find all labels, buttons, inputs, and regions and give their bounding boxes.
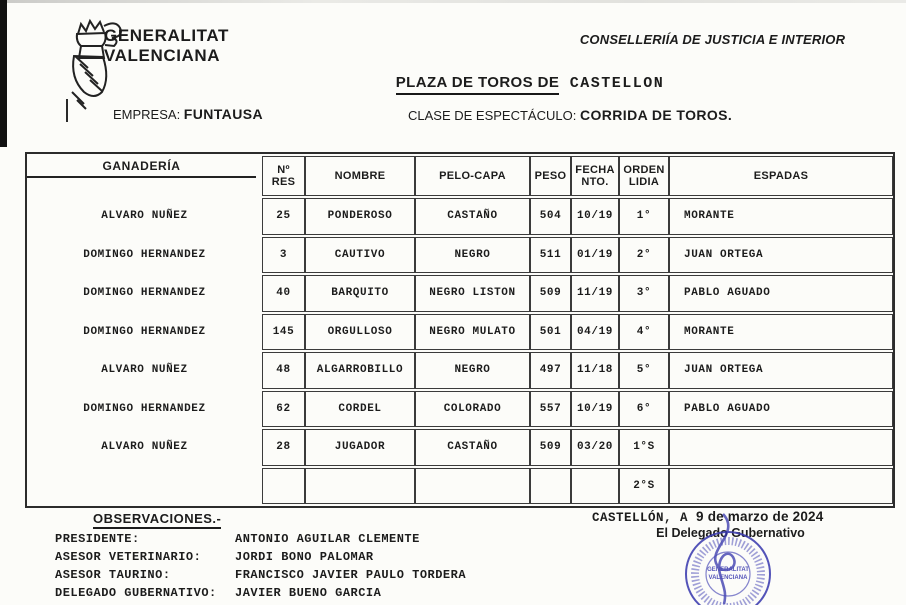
- official-row: [55, 566, 466, 584]
- cell-espadas: PABLO AGUADO: [669, 391, 893, 428]
- col-header-espadas: ESPADAS: [669, 156, 893, 196]
- cell-peso: 511: [530, 237, 571, 274]
- cell-num-res: [262, 468, 305, 505]
- empresa-label: EMPRESA:: [113, 107, 184, 122]
- cell-fecha-nto: 10/19: [571, 391, 619, 428]
- cell-peso: 504: [530, 198, 571, 235]
- cell-peso: 497: [530, 352, 571, 389]
- bulls-table: [25, 152, 895, 508]
- document-title: [320, 74, 740, 92]
- cell-num-res: 62: [262, 391, 305, 428]
- cell-pelo-capa: CASTAÑO: [415, 198, 530, 235]
- bull-row: [27, 391, 893, 428]
- cell-nombre: BARQUITO: [305, 275, 415, 312]
- cell-pelo-capa: COLORADO: [415, 391, 530, 428]
- col-header-peso: PESO: [530, 156, 571, 196]
- cell-espadas: MORANTE: [669, 314, 893, 351]
- cell-nombre: CAUTIVO: [305, 237, 415, 274]
- official-name: JAVIER BUENO GARCIA: [235, 586, 382, 600]
- stamp-icon: [666, 512, 792, 605]
- col-header-fecha-nto: FECHA NTO.: [571, 156, 619, 196]
- official-stamp: [666, 512, 792, 605]
- clase-label: CLASE DE ESPECTÁCULO:: [408, 108, 580, 123]
- stamp-text-line1: GENERALITAT: [707, 567, 749, 573]
- signatory-title: El Delegado Gubernativo: [656, 526, 805, 540]
- cell-orden-lidia: 6°: [619, 391, 669, 428]
- cell-espadas: [669, 468, 893, 505]
- bull-row: [27, 275, 893, 312]
- cell-orden-lidia: 2°S: [619, 468, 669, 505]
- bull-row: [27, 468, 893, 505]
- cell-peso: 501: [530, 314, 571, 351]
- cell-pelo-capa: NEGRO: [415, 352, 530, 389]
- bull-row: [27, 314, 893, 351]
- title-prefix: PLAZA DE TOROS DE: [396, 74, 559, 95]
- cell-nombre: PONDEROSO: [305, 198, 415, 235]
- cell-orden-lidia: 2°: [619, 237, 669, 274]
- org-name-line2: VALENCIANA: [104, 46, 221, 65]
- official-name: JORDI BONO PALOMAR: [235, 550, 374, 564]
- official-row: [55, 584, 466, 602]
- cell-ganaderia: DOMINGO HERNANDEZ: [83, 248, 206, 261]
- bull-row: [27, 198, 893, 235]
- officials-list: [55, 530, 466, 602]
- signature-stroke: [715, 514, 734, 604]
- cell-num-res: 25: [262, 198, 305, 235]
- bull-row: [27, 429, 893, 466]
- cell-num-res: 28: [262, 429, 305, 466]
- cell-fecha-nto: 10/19: [571, 198, 619, 235]
- clase-line: [408, 107, 732, 123]
- cell-pelo-capa: CASTAÑO: [415, 429, 530, 466]
- col-header-orden-lidia: ORDEN LIDIA: [619, 156, 669, 196]
- cell-num-res: 3: [262, 237, 305, 274]
- cell-espadas: PABLO AGUADO: [669, 275, 893, 312]
- cell-espadas: JUAN ORTEGA: [669, 352, 893, 389]
- cell-nombre: ALGARROBILLO: [305, 352, 415, 389]
- observaciones-label: OBSERVACIONES.-: [93, 511, 221, 529]
- cell-ganaderia: ALVARO NUÑEZ: [101, 364, 188, 377]
- cell-ganaderia: ALVARO NUÑEZ: [101, 210, 188, 223]
- cell-ganaderia: DOMINGO HERNANDEZ: [83, 402, 206, 415]
- col-header-nombre: NOMBRE: [305, 156, 415, 196]
- cell-espadas: MORANTE: [669, 198, 893, 235]
- cell-peso: 509: [530, 429, 571, 466]
- cell-nombre: JUGADOR: [305, 429, 415, 466]
- cell-nombre: CORDEL: [305, 391, 415, 428]
- official-row: [55, 548, 466, 566]
- cell-ganaderia: DOMINGO HERNANDEZ: [83, 287, 206, 300]
- cell-pelo-capa: NEGRO MULATO: [415, 314, 530, 351]
- cell-fecha-nto: 04/19: [571, 314, 619, 351]
- cell-fecha-nto: 11/18: [571, 352, 619, 389]
- official-role: DELEGADO GUBERNATIVO:: [55, 586, 217, 600]
- cell-num-res: 40: [262, 275, 305, 312]
- cell-fecha-nto: 01/19: [571, 237, 619, 274]
- empresa-line: [113, 106, 263, 122]
- org-name-line1: GENERALITAT: [104, 26, 229, 45]
- table-header-row: [27, 156, 893, 196]
- department-title: CONSELLERIÍA DE JUSTICIA E INTERIOR: [579, 32, 846, 47]
- scan-edge-strip: [0, 0, 7, 147]
- official-name: FRANCISCO JAVIER PAULO TORDERA: [235, 568, 467, 582]
- cell-orden-lidia: 3°: [619, 275, 669, 312]
- official-role: ASESOR TAURINO:: [55, 568, 171, 582]
- cell-nombre: ORGULLOSO: [305, 314, 415, 351]
- cell-orden-lidia: 1°S: [619, 429, 669, 466]
- cell-pelo-capa: NEGRO LISTON: [415, 275, 530, 312]
- cell-ganaderia: DOMINGO HERNANDEZ: [83, 325, 206, 338]
- official-name: ANTONIO AGUILAR CLEMENTE: [235, 532, 420, 546]
- scan-top-streak: [0, 0, 906, 3]
- bull-row: [27, 352, 893, 389]
- stamp-text-line2: VALENCIANA: [708, 575, 748, 581]
- col-header-pelo-capa: PELO-CAPA: [415, 156, 530, 196]
- place-date-city: CASTELLÓN, A: [592, 511, 697, 525]
- cell-espadas: [669, 429, 893, 466]
- org-name: [104, 26, 229, 66]
- place-date-rest: 9 de marzo de 2024: [696, 509, 824, 524]
- cell-fecha-nto: 03/20: [571, 429, 619, 466]
- cell-fecha-nto: 11/19: [571, 275, 619, 312]
- cell-orden-lidia: 1°: [619, 198, 669, 235]
- cell-nombre: [305, 468, 415, 505]
- cell-peso: [530, 468, 571, 505]
- official-role: ASESOR VETERINARIO:: [55, 550, 202, 564]
- bull-row: [27, 237, 893, 274]
- cell-ganaderia: [27, 468, 262, 505]
- official-role: PRESIDENTE:: [55, 532, 140, 546]
- cell-pelo-capa: NEGRO: [415, 237, 530, 274]
- title-city: CASTELLON: [559, 75, 665, 92]
- col-header-ganaderia: GANADERÍA: [27, 156, 262, 196]
- cell-orden-lidia: 4°: [619, 314, 669, 351]
- cell-orden-lidia: 5°: [619, 352, 669, 389]
- cell-ganaderia: ALVARO NUÑEZ: [101, 441, 188, 454]
- cell-fecha-nto: [571, 468, 619, 505]
- cell-num-res: 145: [262, 314, 305, 351]
- cell-pelo-capa: [415, 468, 530, 505]
- cell-peso: 557: [530, 391, 571, 428]
- cell-num-res: 48: [262, 352, 305, 389]
- empresa-value: FUNTAUSA: [183, 106, 263, 122]
- cell-peso: 509: [530, 275, 571, 312]
- official-row: [55, 530, 466, 548]
- cell-espadas: JUAN ORTEGA: [669, 237, 893, 274]
- clase-value: CORRIDA DE TOROS.: [579, 107, 733, 123]
- col-header-num-res: Nº RES: [262, 156, 305, 196]
